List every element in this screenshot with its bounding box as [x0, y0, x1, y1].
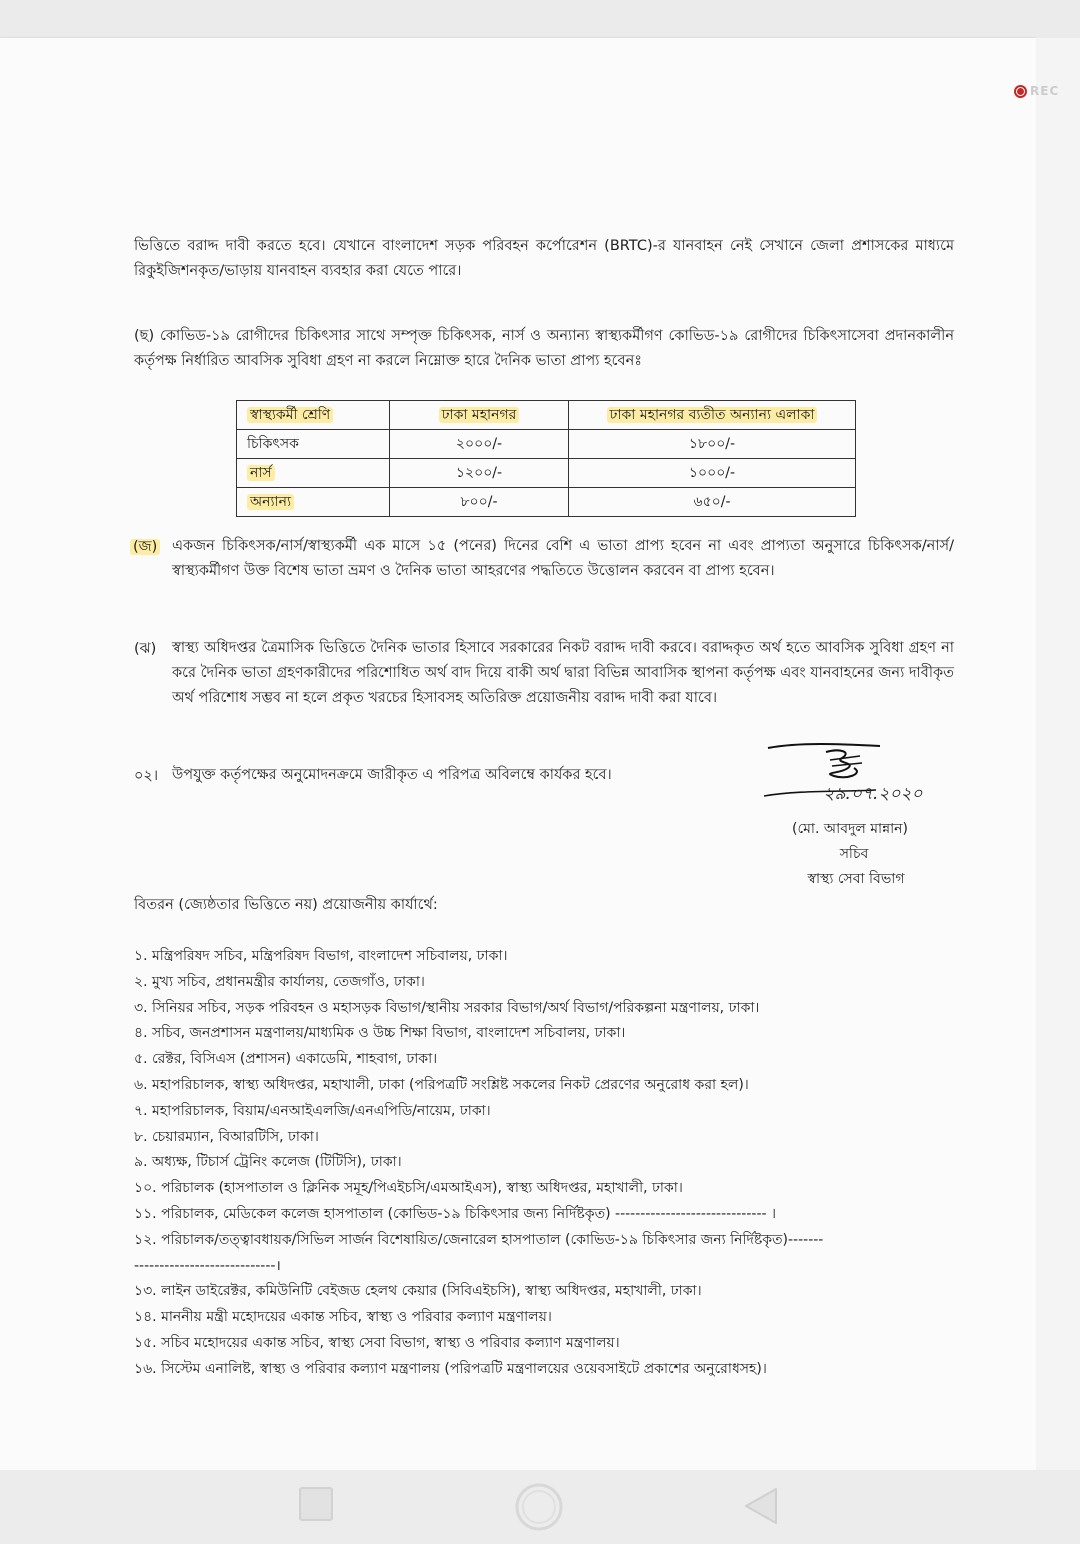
table-cell: ৬৫০/- — [569, 488, 856, 517]
signer-title: সচিব — [839, 846, 869, 862]
distribution-header: বিতরন (জ্যেষ্ঠতার ভিত্তিতে নয়) প্রয়োজনীয় কার্যার্থে: — [134, 897, 438, 913]
record-icon — [1014, 85, 1027, 98]
allowance-table — [236, 400, 856, 517]
recorder-label: REC — [1030, 84, 1060, 98]
signer-name: (মো. আবদুল মান্নান) — [792, 821, 908, 837]
table-cell: নার্স — [237, 459, 390, 488]
list-item: ১২. পরিচালক/তত্ত্বাবধায়ক/সিভিল সার্জন বিশেষায়িত/জেনারেল হাসপাতাল (কোভিড-১৯ চিকিৎসার জন্য নির্দিষ্টকৃত)------- — [134, 1231, 824, 1248]
screen-recorder-indicator[interactable] — [1014, 84, 1059, 98]
list-item: ৮. চেয়ারম্যান, বিআরটিসি, ঢাকা। — [134, 1128, 319, 1145]
paragraph-02: উপযুক্ত কর্তৃপক্ষের অনুমোদনক্রমে জারীকৃত এ পরিপত্র অবিলম্বে কার্যকর হবে। — [172, 767, 612, 783]
list-item: ১. মন্ত্রিপরিষদ সচিব, মন্ত্রিপরিষদ বিভাগ, বাংলাদেশ সচিবালয়, ঢাকা। — [134, 948, 508, 964]
paragraph-marker: (ছ) — [134, 328, 155, 344]
paragraph-marker: (জ) — [130, 536, 160, 560]
list-item: ১৪. মাননীয় মন্ত্রী মহোদয়ের একান্ত সচিব, স্বাস্থ্য ও পরিবার কল্যাণ মন্ত্রণালয়। — [134, 1309, 552, 1326]
list-item: ১০. পরিচালক (হাসপাতাল ও ক্লিনিক সমূহ/পিএইচসি/এমআইএস), স্বাস্থ্য অধিদপ্তর, মহাখালী, ঢাকা। — [134, 1180, 683, 1197]
recents-icon[interactable] — [298, 1486, 334, 1522]
table-cell: ১০০০/- — [569, 459, 856, 488]
list-item: ২. মুখ্য সচিব, প্রধানমন্ত্রীর কার্যালয়, তেজগাঁও, ঢাকা। — [134, 973, 425, 990]
table-cell: ২০০০/- — [390, 430, 569, 459]
list-item: ----------------------------। — [134, 1257, 281, 1274]
list-item: ১৬. সিস্টেম এনালিষ্ট, স্বাস্থ্য ও পরিবার কল্যাণ মন্ত্রণালয় (পরিপত্রটি মন্ত্রণালয়ের ওয়েবসাইটে প্রকাশের অনুরোধসহ)। — [134, 1360, 767, 1377]
distribution-list — [134, 944, 964, 1383]
list-item: ৭. মহাপরিচালক, বিয়াম/এনআইএলজি/এনএপিডি/নায়েম, ঢাকা। — [134, 1102, 491, 1119]
table-header-cell: স্বাস্থ্যকর্মী শ্রেণি — [237, 401, 390, 430]
list-item: ৫. রেক্টর, বিসিএস (প্রশাসন) একাডেমি, শাহবাগ, ঢাকা। — [134, 1051, 438, 1068]
table-row — [237, 488, 856, 517]
paragraph-intro: ভিত্তিতে বরাদ্দ দাবী করতে হবে। যেখানে বাংলাদেশ সড়ক পরিবহন কর্পোরেশন (BRTC)-র যানবাহন নেই সেখানে জেলা প্রশাসকের মাধ্যমে রিকুইজিশনকৃত/ভাড়ায় যানবাহন ব্যবহার করা যেতে পারে। — [134, 238, 954, 279]
paragraph-cha — [134, 324, 954, 374]
home-icon[interactable] — [514, 1482, 564, 1532]
list-item: ১১. পরিচালক, মেডিকেল কলেজ হাসপাতাল (কোভিড-১৯ চিকিৎসার জন্য নির্দিষ্টকৃত) ------------------------------ । — [134, 1205, 777, 1222]
table-cell: ১৮০০/- — [569, 430, 856, 459]
table-cell: চিকিৎসক — [237, 430, 390, 459]
paragraph-marker: (ঝ) — [134, 641, 157, 657]
table-header-row — [237, 401, 856, 430]
page-edge — [1036, 38, 1080, 1470]
paragraph-marker: ০২। — [134, 768, 159, 784]
table-cell: অন্যান্য — [237, 488, 390, 517]
signature-date: ২৯.০৭.২০২০ — [823, 784, 923, 804]
list-item: ৪. সচিব, জনপ্রশাসন মন্ত্রণালয়/মাধ্যমিক ও উচ্চ শিক্ষা বিভাগ, বাংলাদেশ সচিবালয়, ঢাকা। — [134, 1025, 626, 1042]
list-item: ১৫. সচিব মহোদয়ের একান্ত সচিব, স্বাস্থ্য সেবা বিভাগ, স্বাস্থ্য ও পরিবার কল্যাণ মন্ত্রণালয়। — [134, 1334, 620, 1351]
table-header-cell: ঢাকা মহানগর ব্যতীত অন্যান্য এলাকা — [569, 401, 856, 430]
list-item: ৯. অধ্যক্ষ, টিচার্স ট্রেনিং কলেজ (টিটিসি), ঢাকা। — [134, 1154, 402, 1171]
table-cell: ১২০০/- — [390, 459, 569, 488]
list-item: ১৩. লাইন ডাইরেক্টর, কমিউনিটি বেইজড হেলথ কেয়ার (সিবিএইচসি), স্বাস্থ্য অধিদপ্তর, মহাখালী, ঢাকা। — [134, 1283, 702, 1300]
paragraph-jha: স্বাস্থ্য অধিদপ্তর ত্রৈমাসিক ভিত্তিতে দৈনিক ভাতার হিসাবে সরকারের নিকট বরাদ্দ দাবী করবে। বরাদ্দকৃত অর্থ হতে আবসিক সুবিধা গ্রহণ না করে দৈনিক ভাতা গ্রহণকারীদের পরিশোধিত অর্থ বাদ দিয়ে বাকী অর্থ দ্বারা বিভিন্ন আবাসিক স্থাপনা কর্তৃপক্ষ এবং যানবাহনের জন্য দাবীকৃত অর্থ পরিশোধ সম্ভব না হলে প্রকৃত খরচের হিসাবসহ অতিরিক্ত প্রয়োজনীয় বরাদ্দ দাবী করা যাবে। — [172, 640, 954, 706]
paragraph-ja: একজন চিকিৎসক/নার্স/স্বাস্থ্যকর্মী এক মাসে ১৫ (পনের) দিনের বেশি এ ভাতা প্রাপ্য হবেন না এবং প্রাপ্যতা অনুসারে চিকিৎসক/নার্স/স্বাস্থ্যকর্মীগণ উক্ত বিশেষ ভাতা ভ্রমণ ও দৈনিক ভাতা আহরণের পদ্ধতিতে উত্তোলন করবেন বা প্রাপ্য হবেন। — [172, 538, 954, 579]
paragraph-text: কোভিড-১৯ রোগীদের চিকিৎসার সাথে সম্পৃক্ত চিকিৎসক, নার্স ও অন্যান্য স্বাস্থ্যকর্মীগণ কোভিড-১৯ রোগীদের চিকিৎসাসেবা প্রদানকালীন কর্তৃপক্ষ নির্ধারিত আবসিক সুবিধা গ্রহণ না করলে নিম্নোক্ত হারে দৈনিক ভাতা প্রাপ্য হবেনঃ — [134, 328, 954, 369]
table-row — [237, 459, 856, 488]
signer-department: স্বাস্থ্য সেবা বিভাগ — [807, 871, 905, 887]
list-item: ৩. সিনিয়র সচিব, সড়ক পরিবহন ও মহাসড়ক বিভাগ/স্থানীয় সরকার বিভাগ/অর্থ বিভাগ/পরিকল্পনা মন্ত্রণালয়, ঢাকা। — [134, 999, 760, 1016]
table-row — [237, 430, 856, 459]
table-cell: ৮০০/- — [390, 488, 569, 517]
table-header-cell: ঢাকা মহানগর — [390, 401, 569, 430]
back-icon[interactable] — [742, 1486, 780, 1526]
list-item: ৬. মহাপরিচালক, স্বাস্থ্য অধিদপ্তর, মহাখালী, ঢাকা (পরিপত্রটি সংশ্লিষ্ট সকলের নিকট প্রেরণের অনুরোধ করা হল)। — [134, 1076, 749, 1093]
navigation-bar — [0, 1470, 1080, 1544]
